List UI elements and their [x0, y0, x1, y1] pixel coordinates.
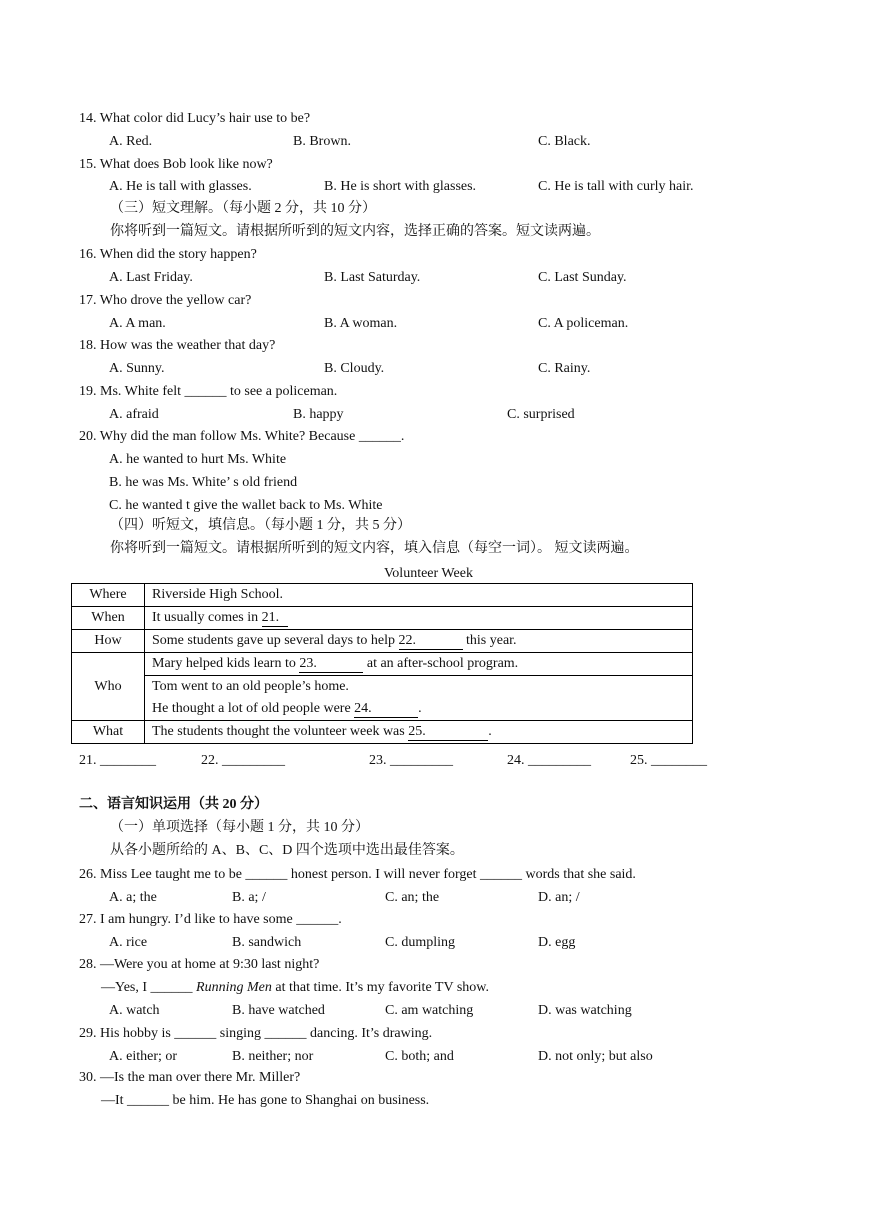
part4-instruction: 你将听到一篇短文。请根据所听到的短文内容，填入信息（每空一词）。 短文读两遍。 [110, 541, 639, 556]
q26-option-c: C. an; the [385, 890, 440, 905]
part4-heading: （四）听短文，填信息。（每小题 1 分，共 5 分） [110, 518, 411, 533]
q17-option-b: B. A woman. [324, 316, 398, 331]
q28-line2-b: at that time. It’s my favorite TV show. [271, 980, 489, 995]
what-text-b: . [488, 723, 492, 739]
who1-text-a: Mary helped kids learn to [152, 655, 300, 671]
blank-21: 21. [262, 610, 288, 627]
how-text-a: Some students gave up several days to help [152, 632, 399, 648]
q18-option-c: C. Rainy. [538, 361, 591, 376]
q29-option-b: B. neither; nor [232, 1049, 314, 1064]
q17-option-a: A. A man. [109, 316, 166, 331]
question-26-stem: 26. Miss Lee taught me to be ______ honest person. I will never forget ______ words that she said. [79, 867, 636, 882]
who3-text-b: . [418, 700, 422, 716]
table-row [72, 630, 693, 653]
question-15-stem: 15. What does Bob look like now? [79, 157, 273, 172]
question-29-stem: 29. His hobby is ______ singing ______ dancing. It’s drawing. [79, 1026, 433, 1041]
q27-option-d: D. egg [538, 935, 576, 950]
row-what-cell [145, 721, 693, 744]
row-where-text: Riverside High School. [145, 584, 693, 607]
table-row [72, 653, 693, 676]
how-text-b: this year. [462, 632, 517, 648]
q27-option-a: A. rice [109, 935, 148, 950]
q19-option-c: C. surprised [507, 407, 575, 422]
question-30-stem: 30. —Is the man over there Mr. Miller? [79, 1070, 301, 1085]
who1-text-b: at an after-school program. [363, 655, 519, 671]
q16-option-b: B. Last Saturday. [324, 270, 421, 285]
q20-option-c: C. he wanted t give the wallet back to Ms. White [109, 498, 383, 513]
question-20-stem: 20. Why did the man follow Ms. White? Because ______. [79, 429, 405, 444]
question-16-stem: 16. When did the story happen? [79, 247, 257, 262]
row-when-cell [145, 607, 693, 630]
question-28-line2 [101, 980, 489, 996]
q20-option-b: B. he was Ms. White’ s old friend [109, 475, 298, 490]
q15-option-b: B. He is short with glasses. [324, 179, 477, 194]
table-row [72, 607, 693, 630]
q15-option-c: C. He is tall with curly hair. [538, 179, 694, 194]
q15-option-a: A. He is tall with glasses. [109, 179, 252, 194]
question-28-stem: 28. —Were you at home at 9:30 last night? [79, 957, 320, 972]
row-who3-cell [145, 698, 693, 721]
blank-23: 23. [299, 656, 363, 673]
row-label-when: When [72, 607, 145, 630]
table-row [72, 676, 693, 699]
q18-option-a: A. Sunny. [109, 361, 165, 376]
question-30-line2: —It ______ be him. He has gone to Shanghai on business. [101, 1093, 430, 1108]
q27-option-c: C. dumpling [385, 935, 456, 950]
answer-blank-24: 24. _________ [507, 753, 591, 768]
table-row [72, 584, 693, 607]
row-label-where: Where [72, 584, 145, 607]
q16-option-a: A. Last Friday. [109, 270, 193, 285]
section2-part1-instruction: 从各小题所给的 A、B、C、D 四个选项中选出最佳答案。 [110, 843, 464, 858]
q28-line2-italic: Running Men [196, 980, 272, 995]
q28-option-d: D. was watching [538, 1003, 632, 1018]
q16-option-c: C. Last Sunday. [538, 270, 627, 285]
part3-instruction: 你将听到一篇短文。请根据所听到的短文内容，选择正确的答案。短文读两遍。 [110, 224, 600, 239]
row-label-who: Who [72, 653, 145, 721]
row-label-what: What [72, 721, 145, 744]
q19-option-a: A. afraid [109, 407, 159, 422]
question-18-stem: 18. How was the weather that day? [79, 338, 276, 353]
blank-24: 24. [354, 701, 418, 718]
answer-blank-21: 21. ________ [79, 753, 156, 768]
volunteer-week-table [71, 583, 693, 744]
q19-option-b: B. happy [293, 407, 344, 422]
q14-option-b: B. Brown. [293, 134, 351, 149]
q26-option-a: A. a; the [109, 890, 157, 905]
answer-blank-23: 23. _________ [369, 753, 453, 768]
question-27-stem: 27. I am hungry. I’d like to have some ______. [79, 912, 342, 927]
table-title: Volunteer Week [384, 566, 473, 581]
q14-option-a: A. Red. [109, 134, 153, 149]
what-text-a: The students thought the volunteer week was [152, 723, 409, 739]
when-text: It usually comes in [152, 609, 262, 625]
q28-option-a: A. watch [109, 1003, 160, 1018]
q20-option-a: A. he wanted to hurt Ms. White [109, 452, 287, 467]
blank-22: 22. [399, 633, 463, 650]
question-17-stem: 17. Who drove the yellow car? [79, 293, 252, 308]
q26-option-d: D. an; / [538, 890, 580, 905]
section2-part1-heading: （一）单项选择（每小题 1 分，共 10 分） [110, 820, 369, 835]
question-19-stem: 19. Ms. White felt ______ to see a policeman. [79, 384, 338, 399]
answer-blank-22: 22. _________ [201, 753, 285, 768]
section-2-title: 二、语言知识运用（共 20 分） [79, 797, 268, 812]
part3-heading: （三）短文理解。（每小题 2 分，共 10 分） [110, 201, 376, 216]
q29-option-d: D. not only; but also [538, 1049, 653, 1064]
q28-option-b: B. have watched [232, 1003, 325, 1018]
q29-option-a: A. either; or [109, 1049, 178, 1064]
q29-option-c: C. both; and [385, 1049, 454, 1064]
q28-option-c: C. am watching [385, 1003, 474, 1018]
q28-line2-a: —Yes, I ______ [101, 980, 197, 995]
q14-option-c: C. Black. [538, 134, 591, 149]
who3-text-a: He thought a lot of old people were [152, 700, 355, 716]
question-14-stem: 14. What color did Lucy’s hair use to be? [79, 111, 311, 126]
table-row [72, 698, 693, 721]
q26-option-b: B. a; / [232, 890, 266, 905]
row-who2-text: Tom went to an old people’s home. [145, 676, 693, 699]
blank-25: 25. [408, 724, 488, 741]
q27-option-b: B. sandwich [232, 935, 302, 950]
q18-option-b: B. Cloudy. [324, 361, 385, 376]
answer-blank-25: 25. ________ [630, 753, 707, 768]
table-row [72, 721, 693, 744]
row-how-cell [145, 630, 693, 653]
q17-option-c: C. A policeman. [538, 316, 629, 331]
row-label-how: How [72, 630, 145, 653]
row-who1-cell [145, 653, 693, 676]
